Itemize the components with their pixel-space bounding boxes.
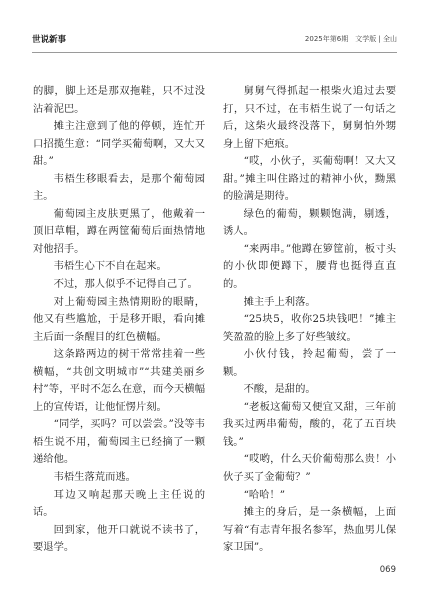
- paragraph: 摊主手上利落。: [243, 295, 316, 308]
- paragraph: “哈哈！”: [243, 488, 286, 501]
- left-column: [33, 83, 205, 557]
- paragraph: 摊主的身后，是一条横幅，上面写着“有志青年报名参军，热血男儿保家卫国”。: [223, 506, 396, 554]
- paragraph: 小伙付钱，拎起葡萄，尝了一颗。: [223, 348, 396, 378]
- paragraph: “来两串。”他蹲在箩筐前，板寸头的小伙即便蹲下，腰背也挺得直直的。: [223, 242, 396, 291]
- paragraph: “同学，买吗？可以尝尝。”没等韦梧生说不用，葡萄园主已经摘了一颗递给他。: [33, 418, 205, 466]
- paragraph: 韦梧生移眼看去，是那个葡萄园主。: [33, 172, 205, 203]
- paragraph: 回到家，他开口就说不读书了，要退学。: [33, 523, 205, 554]
- paragraph: 不酸，是甜的。: [243, 383, 316, 396]
- paragraph: 摊主注意到了他的停顿，连忙开口招揽生意：“同学买葡萄啊，又大又甜。”: [33, 120, 205, 168]
- paragraph: 对上葡萄园主热情期盼的眼睛，他又有些尴尬，于是移开眼，看向摊主后面一条醒目的红色横幅。: [33, 295, 205, 343]
- paragraph: 不过，那人似乎不记得自己了。: [53, 278, 198, 291]
- paragraph: “哎，小伙子，买葡萄啊！又大又甜。”摊主叫住路过的精神小伙，黝黑的脸满是期待。: [223, 155, 396, 203]
- paragraph: 韦梧生落荒而逃。: [53, 471, 136, 484]
- paragraph: 韦梧生心下不自在起来。: [53, 260, 167, 273]
- right-column: [223, 83, 396, 557]
- paragraph: 舅舅气得抓起一根柴火追过去要打，只不过，在韦梧生说了一句话之后，这柴火最终没落下，舅舅怕外甥身上留下疤痕。: [223, 85, 396, 150]
- issue-info: 2025年第6期 文学版 | 全山: [304, 35, 397, 43]
- paragraph: 这条路两边的树干常常挂着一些横幅，“共创文明城市”“共建美丽乡村”等，平时不怎么在意，而今天横幅上的宣传语，让他怔愣片刻。: [33, 348, 205, 413]
- paragraph: 葡萄园主皮肤更黑了，他戴着一顶旧草帽，蹲在两筐葡萄后面热情地对他招手。: [33, 207, 205, 255]
- paragraph: 耳边又响起那天晚上主任说的话。: [33, 488, 205, 519]
- paragraph: “25块5，收你25块钱吧！”摊主笑盈盈的脸上多了好些皱纹。: [223, 313, 396, 343]
- page-number: 069: [379, 565, 396, 575]
- header-divider: [32, 52, 397, 53]
- page-header: [32, 33, 397, 49]
- paragraph: “哎哟，什么天价葡萄那么贵！小伙子买了金葡萄？”: [223, 453, 396, 484]
- paragraph: 绿色的葡萄，颗颗饱满，剔透，诱人。: [223, 207, 396, 238]
- paragraph: 的脚，脚上还是那双拖鞋，只不过没沾着泥巴。: [33, 85, 205, 115]
- magazine-brand: 世说新事: [32, 35, 67, 45]
- paragraph: “老板这葡萄又便宜又甜，三年前我买过两串葡萄，酸的，花了五百块钱。”: [223, 400, 396, 448]
